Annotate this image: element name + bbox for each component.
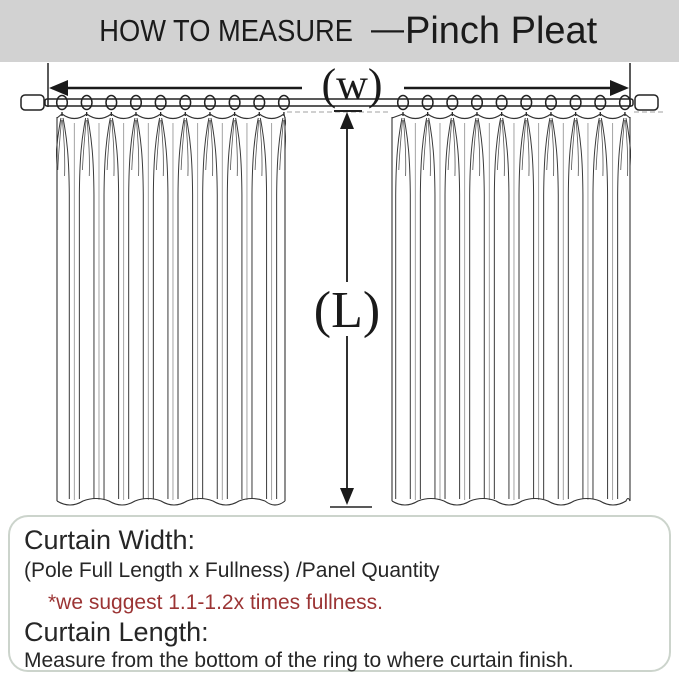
curtain-length-heading: Curtain Length:	[24, 617, 209, 647]
width-arrowhead-right	[610, 80, 629, 96]
title-pinch-pleat: Pinch Pleat	[404, 9, 598, 52]
length-label: (L)	[313, 282, 381, 339]
curtain-length-instruction: Measure from the bottom of the ring to where curtain finish.	[24, 649, 574, 672]
length-measure-arrow	[314, 111, 380, 507]
left-curtain-panel	[55, 109, 292, 505]
title-how-to-measure: HOW TO MEASURE	[99, 13, 353, 48]
length-arrowhead-down	[340, 488, 354, 505]
right-finial	[635, 95, 658, 110]
curtain-width-formula: (Pole Full Length x Fullness) /Panel Quantity	[24, 559, 440, 582]
title-dash: —	[370, 10, 404, 47]
width-label: (w)	[321, 60, 383, 109]
instruction-box	[8, 515, 671, 672]
fullness-note: *we suggest 1.1-1.2x times fullness.	[48, 591, 383, 614]
curtain-width-heading: Curtain Width:	[24, 525, 196, 555]
left-finial	[21, 95, 44, 110]
right-curtain-panel	[392, 109, 632, 505]
length-arrowhead-up	[340, 112, 354, 129]
width-arrowhead-left	[49, 80, 68, 96]
